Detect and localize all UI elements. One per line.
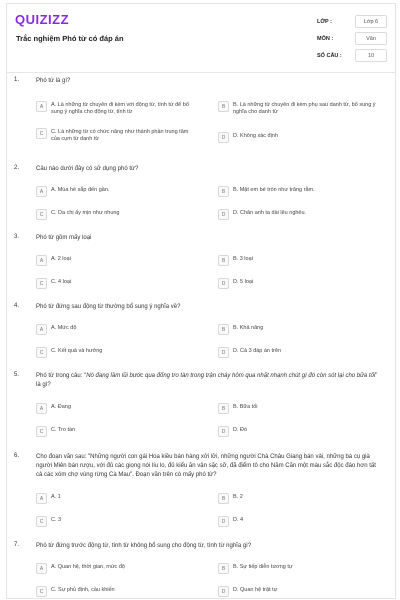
answer-option[interactable]	[36, 209, 196, 220]
option-text: C. 4 loại	[51, 279, 72, 285]
meta-value: Lớp 6	[355, 15, 387, 28]
option-letter-box: B	[218, 493, 229, 504]
answer-option[interactable]	[218, 403, 386, 414]
answer-option[interactable]	[218, 516, 386, 527]
answer-option[interactable]	[218, 324, 386, 335]
option-text: A. Mùa hè sắp đến gần.	[51, 187, 110, 193]
option-text: C. Kết quả và hướng	[51, 348, 103, 354]
answer-option[interactable]	[36, 324, 196, 335]
answer-option[interactable]	[218, 101, 386, 116]
meta-row-count	[317, 47, 387, 64]
option-letter-box: B	[218, 255, 229, 266]
option-text: D. Cả 3 đáp án trên	[233, 348, 282, 354]
option-letter-box: A	[36, 101, 47, 112]
meta-row-class	[317, 13, 387, 30]
question-text: Câu nào dưới đây có sử dụng phó từ?	[36, 166, 139, 172]
option-text: B. 3 loại	[233, 256, 253, 262]
answer-option[interactable]	[36, 563, 196, 574]
option-text: D. Đó	[233, 427, 248, 433]
meta-value: Văn	[355, 32, 387, 45]
option-text: C. Tro tàn	[51, 427, 76, 433]
option-letter-box: D	[218, 516, 229, 527]
answer-option[interactable]	[218, 209, 386, 220]
option-letter-box: D	[218, 278, 229, 289]
option-letter-box: D	[218, 132, 229, 143]
answer-option[interactable]	[218, 563, 386, 574]
answer-option[interactable]	[218, 255, 386, 266]
meta-label: SỐ CÂU :	[317, 52, 342, 59]
question-text-prefix: Phó từ trong câu: "	[36, 373, 87, 379]
option-text: A. Là những từ chuyên đi kèm với động từ, tính từ để bổ sung ý nghĩa cho động từ, tính từ	[51, 102, 189, 115]
option-letter-box: C	[36, 128, 47, 139]
question-text: Cho đoạn văn sau: "Những người con gái Hoa kiều bán hàng xởi lởi, những người Chà Châu Giang bán vải, những bà cụ già người Miên bán rượu, với đủ các giọng nói líu lo, đủ kiểu ăn vận sặc sỡ, đã điểm tô cho Năm Căn một màu sắc độc đáo hơn tất cả các xóm chợ vùng rừng Cà Mau". Đoạn văn trên có mấy phó từ?	[36, 454, 376, 478]
option-letter-box: C	[36, 426, 47, 437]
answer-option[interactable]	[218, 586, 386, 597]
question-number: 5.	[14, 372, 20, 378]
question-text-suffix: " là gì?	[36, 373, 378, 388]
answer-option[interactable]	[218, 347, 386, 358]
option-text: B. Mặt em bé tròn như trăng rằm.	[233, 187, 315, 193]
option-letter-box: A	[36, 186, 47, 197]
option-text: D. 4	[233, 517, 244, 523]
option-letter-box: D	[218, 586, 229, 597]
option-letter-box: B	[218, 563, 229, 574]
question-text: Phó từ là gì?	[36, 78, 71, 84]
question-number: 4.	[14, 303, 20, 309]
option-letter-box: A	[36, 493, 47, 504]
option-text: A. Đang	[51, 404, 71, 410]
question-number: 3.	[14, 234, 20, 240]
option-text: D. Quan hệ trật tự	[233, 587, 278, 593]
option-text: D. Chân anh ta dài lêu nghêu.	[233, 210, 307, 216]
answer-option[interactable]	[36, 347, 196, 358]
answer-option[interactable]	[36, 101, 196, 116]
answer-option[interactable]	[36, 493, 196, 504]
option-letter-box: C	[36, 347, 47, 358]
meta-label: LỚP :	[317, 18, 332, 25]
question-number: 2.	[14, 165, 20, 171]
meta-value: 10	[355, 49, 387, 62]
option-letter-box: C	[36, 586, 47, 597]
option-letter-box: D	[218, 426, 229, 437]
option-letter-box: A	[36, 255, 47, 266]
option-text: A. 1	[51, 494, 61, 500]
question-number: 1.	[14, 77, 20, 83]
option-text: D. Không xác định	[233, 133, 278, 139]
option-text: C. Là những từ có chức năng như thành phần trung tâm của cụm từ danh từ	[51, 129, 189, 142]
question-number: 7.	[14, 542, 20, 548]
question-text	[36, 372, 381, 390]
option-letter-box: A	[36, 324, 47, 335]
meta-row-subject	[317, 30, 387, 47]
answer-option[interactable]	[218, 493, 386, 504]
option-letter-box: D	[218, 209, 229, 220]
option-letter-box: D	[218, 347, 229, 358]
meta-label: MÔN :	[317, 35, 334, 42]
answer-option[interactable]	[36, 128, 196, 143]
option-text: B. Sự tiếp diễn tương tự	[233, 564, 293, 570]
question-number: 6.	[14, 453, 20, 459]
worksheet-header	[7, 4, 395, 73]
answer-option[interactable]	[36, 278, 196, 289]
option-letter-box: B	[218, 324, 229, 335]
option-letter-box: B	[218, 403, 229, 414]
option-letter-box: A	[36, 403, 47, 414]
option-text: C. 3	[51, 517, 62, 523]
quoted-sentence: Nó đang lầm lũi bước qua đống tro tàn trong trận cháy hôm qua nhặt nhạnh chút gì đó còn sót lại cho bữa tối	[86, 373, 376, 379]
option-letter-box: C	[36, 278, 47, 289]
answer-option[interactable]	[36, 403, 196, 414]
answer-option[interactable]	[36, 586, 196, 597]
worksheet-page	[6, 3, 396, 599]
answer-option[interactable]	[218, 186, 386, 197]
answer-option[interactable]	[36, 255, 196, 266]
option-text: B. Là những từ chuyên đi kèm phụ sau danh từ, bổ sung ý nghĩa cho danh từ	[233, 102, 376, 115]
answer-option[interactable]	[218, 426, 386, 437]
meta-info	[317, 13, 387, 64]
option-text: C. Sự phủ định, cầu khiến	[51, 587, 115, 593]
option-text: A. Mức độ	[51, 325, 77, 331]
worksheet-title: Trắc nghiệm Phó từ có đáp án	[16, 34, 124, 43]
question-text: Phó từ đứng sau động từ thường bổ sung ý nghĩa về?	[36, 304, 181, 310]
option-text: A. Quan hệ, thời gian, mức độ	[51, 564, 125, 570]
option-letter-box: C	[36, 516, 47, 527]
option-text: C. Da chị ấy mịn như nhung	[51, 210, 120, 216]
quizizz-logo: QUIZIZZ	[15, 12, 70, 27]
option-text: B. Khả năng	[233, 325, 264, 331]
answer-option[interactable]	[36, 186, 196, 197]
answer-option[interactable]	[36, 516, 196, 527]
answer-option[interactable]	[36, 426, 196, 437]
option-text: B. Bữa tối	[233, 404, 258, 410]
option-letter-box: B	[218, 101, 229, 112]
question-text: Phó từ gồm mấy loại	[36, 235, 92, 241]
option-text: A. 2 loại	[51, 256, 71, 262]
option-letter-box: B	[218, 186, 229, 197]
option-letter-box: C	[36, 209, 47, 220]
option-text: D. 5 loại	[233, 279, 254, 285]
option-letter-box: A	[36, 563, 47, 574]
answer-option[interactable]	[218, 278, 386, 289]
option-text: B. 2	[233, 494, 243, 500]
answer-option[interactable]	[218, 132, 386, 143]
question-text: Phó từ đứng trước động từ, tính từ không bổ sung cho động từ, tính từ nghĩa gì?	[36, 543, 252, 549]
